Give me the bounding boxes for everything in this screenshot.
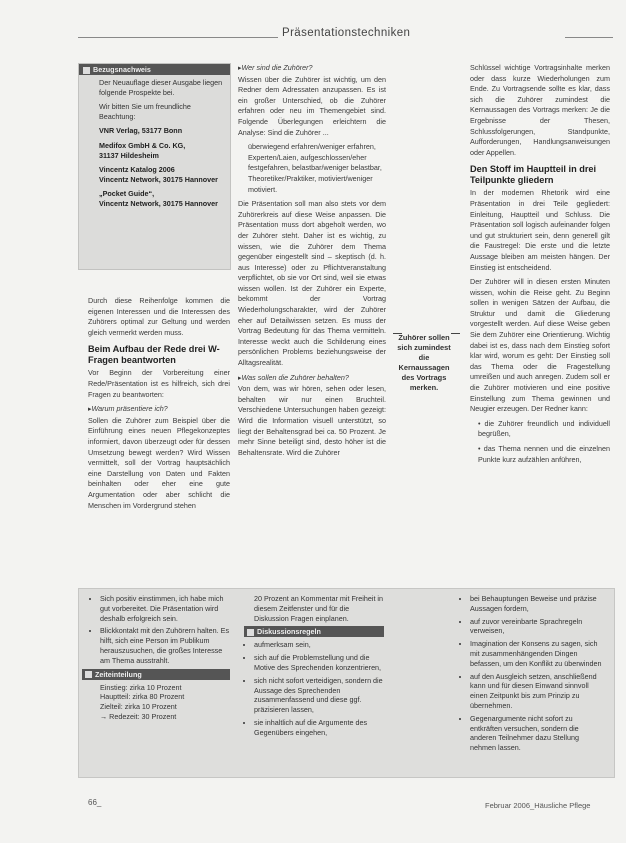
rule-bullet: • Gegenargumente nicht sofort zu entkräften versuchen, sondern die anderen Teilnehmer dazu Stellung nehmen lassen. <box>470 714 605 753</box>
col1-paragraph: Vor Beginn der Vorbereitung einer Rede/Präsentation ist es hilfreich, sich drei Fragen zu beantworten: <box>88 368 230 399</box>
square-icon <box>85 671 92 678</box>
question-heading: ▸ Was sollen die Zuhörer behalten? <box>238 373 386 385</box>
publication-footer: Februar 2006_Häusliche Pflege <box>485 801 591 810</box>
col2-paragraph: Die Präsentation soll man also stets vor dem Zuhörerkreis auf diese Weise anpassen. Die Präsentation muss dort abgeholt werden, wo der Zuhörer steht. Daher ist es wichtig, zu wissen, wie die Zuhörer dem Thema gegenüber eingestellt sind – skeptisch (d. h. aus Interesse) oder zu Pflichtveranstaltung verpflichtet, ob sie vor Ort sind, weil sie etwas wissen wollen. Ist der Zuhörer ein Experte, bekommt der Vortrag Wiederholungscharakter, wird der Zuhörer eher auf Detailwissen setzen. Es muss der Vortrag Bedeutung für das Thema vermitteln. Interesse weckt auch die Schilderung eines persönlichen Problems beziehungsweise der Alltagsrealität. <box>238 199 386 368</box>
col3-heading: Den Stoff im Hauptteil in drei Teilpunkte gliedern <box>470 164 597 186</box>
bottom-column-2 <box>244 594 384 741</box>
col2-paragraph: Von dem, was wir hören, sehen oder lesen, behalten wir nur einen Bruchteil. Verschiedene Untersuchungen haben gezeigt: Wird die Information visuell unterstützt, so liegt der Behaltensgrad bei ca. 50 Prozent. Je mehr Sinne beteiligt sind, desto höher ist die Behaltensrate. Wird die Zuhörer <box>238 384 386 457</box>
rule-bullet: • auf zuvor vereinbarte Sprachregeln verweisen, <box>470 617 605 637</box>
zeiteinteilung-heading: Zeiteinteilung <box>82 669 230 680</box>
bottom-column-3 <box>460 594 605 756</box>
question-heading: ▸ Wer sind die Zuhörer? <box>238 63 386 75</box>
time-line: → Redezeit: 30 Prozent <box>100 711 177 721</box>
header-rule-right <box>565 37 613 38</box>
diskussionsregeln-heading: Diskussionsregeln <box>244 626 384 637</box>
rule-bullet: • bei Behauptungen Beweise und präzise Aussagen fordern, <box>470 594 605 614</box>
rule-bullet: • auf den Ausgleich setzen, anschließend kann und für diesen Einwand sinnvoll einen Zeitpunkt bis zum Prinzip zu übernehmen. <box>470 672 605 711</box>
col3-bullet: • das Thema nennen und die einzelnen Punkte kurz aufzählen anführen, <box>478 444 610 464</box>
box-entry: Medifox GmbH & Co. KG, 31137 Hildesheim <box>99 140 186 160</box>
square-icon <box>247 629 254 636</box>
page-title: Präsentationstechniken <box>282 27 411 39</box>
box-intro: Der Neuauflage dieser Ausgabe liegen folgende Prospekte bei. <box>99 78 223 97</box>
rule-bullet: • Imagination der Konsens zu sagen, sich mit zusammenhängenden Dingen befassen, um den Konflikt zu überwinden <box>470 639 605 668</box>
square-icon <box>83 67 90 74</box>
rule-bullet: • aufmerksam sein, <box>254 640 384 650</box>
tip-bullet: • Blickkontakt mit den Zuhörern halten. Es hilft, sich eine Person im Publikum herauszusuchen, die großes Interesse am Thema ausstrahlt. <box>100 626 230 665</box>
col3-bullet: • die Zuhörer freundlich und individuell begrüßen, <box>478 418 610 439</box>
time-line: Einstieg: zirka 10 Prozent <box>100 682 182 692</box>
column-1 <box>88 296 230 576</box>
bottom-column-1 <box>90 594 230 722</box>
bezugsnachweis-box <box>78 63 231 270</box>
rule-bullet: • sie inhaltlich auf die Argumente des Gegenübers eingehen, <box>254 718 384 738</box>
pull-quote: Zuhörer sollen sich zumindest die Kernaussagen des Vortrags merken. <box>397 333 451 392</box>
page-number: 66_ <box>88 798 102 807</box>
col1-heading: Beim Aufbau der Rede drei W-Fragen beantworten <box>88 344 220 366</box>
col1-paragraph: Sollen die Zuhörer zum Beispiel über die Einführung eines neuen Pflegekonzeptes informiert, davon überzeugt oder für dessen Umsetzung bewegt werden? Wird Wissen vermittelt, soll der Vortrag hauptsächlich eine Darstellung von Daten und Fakten beinhalten oder eher eine gute Argumentation oder aber schlicht die Menschen im Vordergrund stehen <box>88 415 230 510</box>
col2-list: überwiegend erfahren/weniger erfahren, Experten/Laien, aufgeschlossen/eher festgefahren, belastbar/weniger belastbar, Theoretiker/Praktiker, motiviert/weniger motiviert. <box>248 142 382 194</box>
header-rule-left <box>78 37 278 38</box>
time-line: Zielteil: zirka 10 Prozent <box>100 702 177 712</box>
time-line: Hauptteil: zirka 80 Prozent <box>100 692 185 702</box>
col3-paragraph: Schlüssel wichtige Vortragsinhalte merken oder dass kurze Wiederholungen zum Ende. Zu Vortragsende sollte es klar, dass sich die Zuhörer zumindest die Kernaussagen des Vortrags merken: Je die Ergebnisse der Thesen, Schlussfolgerungen, Standpunkte, Aufforderungen, Handlungsanweisungen oder Appellen. <box>470 63 610 157</box>
bottom-text: 20 Prozent an Kommentar mit Freiheit in diesem Zeitfenster und für die Diskussion Fragen einplanen. <box>254 594 384 623</box>
rule-bullet: • sich auf die Problemstellung und die Motive des Sprechenden konzentrieren, <box>254 653 384 673</box>
tip-bullet: • Sich positiv einstimmen, ich habe mich gut vorbereitet. Die Präsentation wird deshalb erfolgreich sein. <box>100 594 230 623</box>
box-entry: VNR Verlag, 53177 Bonn <box>99 126 183 136</box>
box-heading: Bezugsnachweis <box>79 64 230 75</box>
col3-paragraph: Der Zuhörer will in diesen ersten Minuten wissen, wohin die Reise geht. Zu Beginn sollen in wenigen Sätzen der Aufbau, die Struktur und damit die Gliederung vorgestellt werden. Auf diese Weise geben Sie dem Zuhörer eine Orientierung. Wichtig dabei ist es, dass nach dem Einstieg sofort klar wird, worum es geht: Der Einstieg soll das Thema oder die Fragestellung umreißen und auch anregen. Zudem soll er die Zuhörer motivieren und eine positive Einstellung zum Thema gewinnen und Neugier erzeugen. Der Redner kann: <box>470 277 610 414</box>
box-intro-2: Wir bitten Sie um freundliche Beachtung: <box>99 102 191 121</box>
pull-quote-tick-right <box>451 333 460 334</box>
box-entry: „Pocket Guide“, Vincentz Network, 30175 Hannover <box>99 189 218 208</box>
box-entry: Vincentz Katalog 2006 Vincentz Network, 30175 Hannover <box>99 165 218 184</box>
col2-paragraph: Wissen über die Zuhörer ist wichtig, um den Redner dem Adressaten anzupassen. Es ist ein großer Unterschied, ob die Zuhörer erfahren oder neu im Themengebiet sind. Folgende Überlegungen erleichtern die Analyse: Sind die Zuhörer ... <box>238 74 386 137</box>
column-2 <box>238 63 386 578</box>
rule-bullet: • sich nicht sofort verteidigen, sondern die Aussage des Sprechenden zusammenfassend und diese ggf. präzisieren lassen, <box>254 676 384 715</box>
col3-paragraph: In der modernen Rhetorik wird eine Präsentation in drei Teile gegliedert: Einleitung, Hauptteil und Schluss. Die Präsentation soll logisch aufeinander folgen und gut strukturiert sein, denn generell gilt die Faustregel: Die erste und die letzte Aussage bleiben am meisten hängen. Der Einstieg ist entscheidend. <box>470 188 610 272</box>
column-3 <box>470 63 610 578</box>
col1-paragraph: Durch diese Reihenfolge kommen die eigenen Interessen und die Interessen des Zuhörers optimal zur Geltung und werden gleich vermerkt werden muss. <box>88 296 230 337</box>
question-heading: ▸ Warum präsentiere ich? <box>88 404 230 416</box>
